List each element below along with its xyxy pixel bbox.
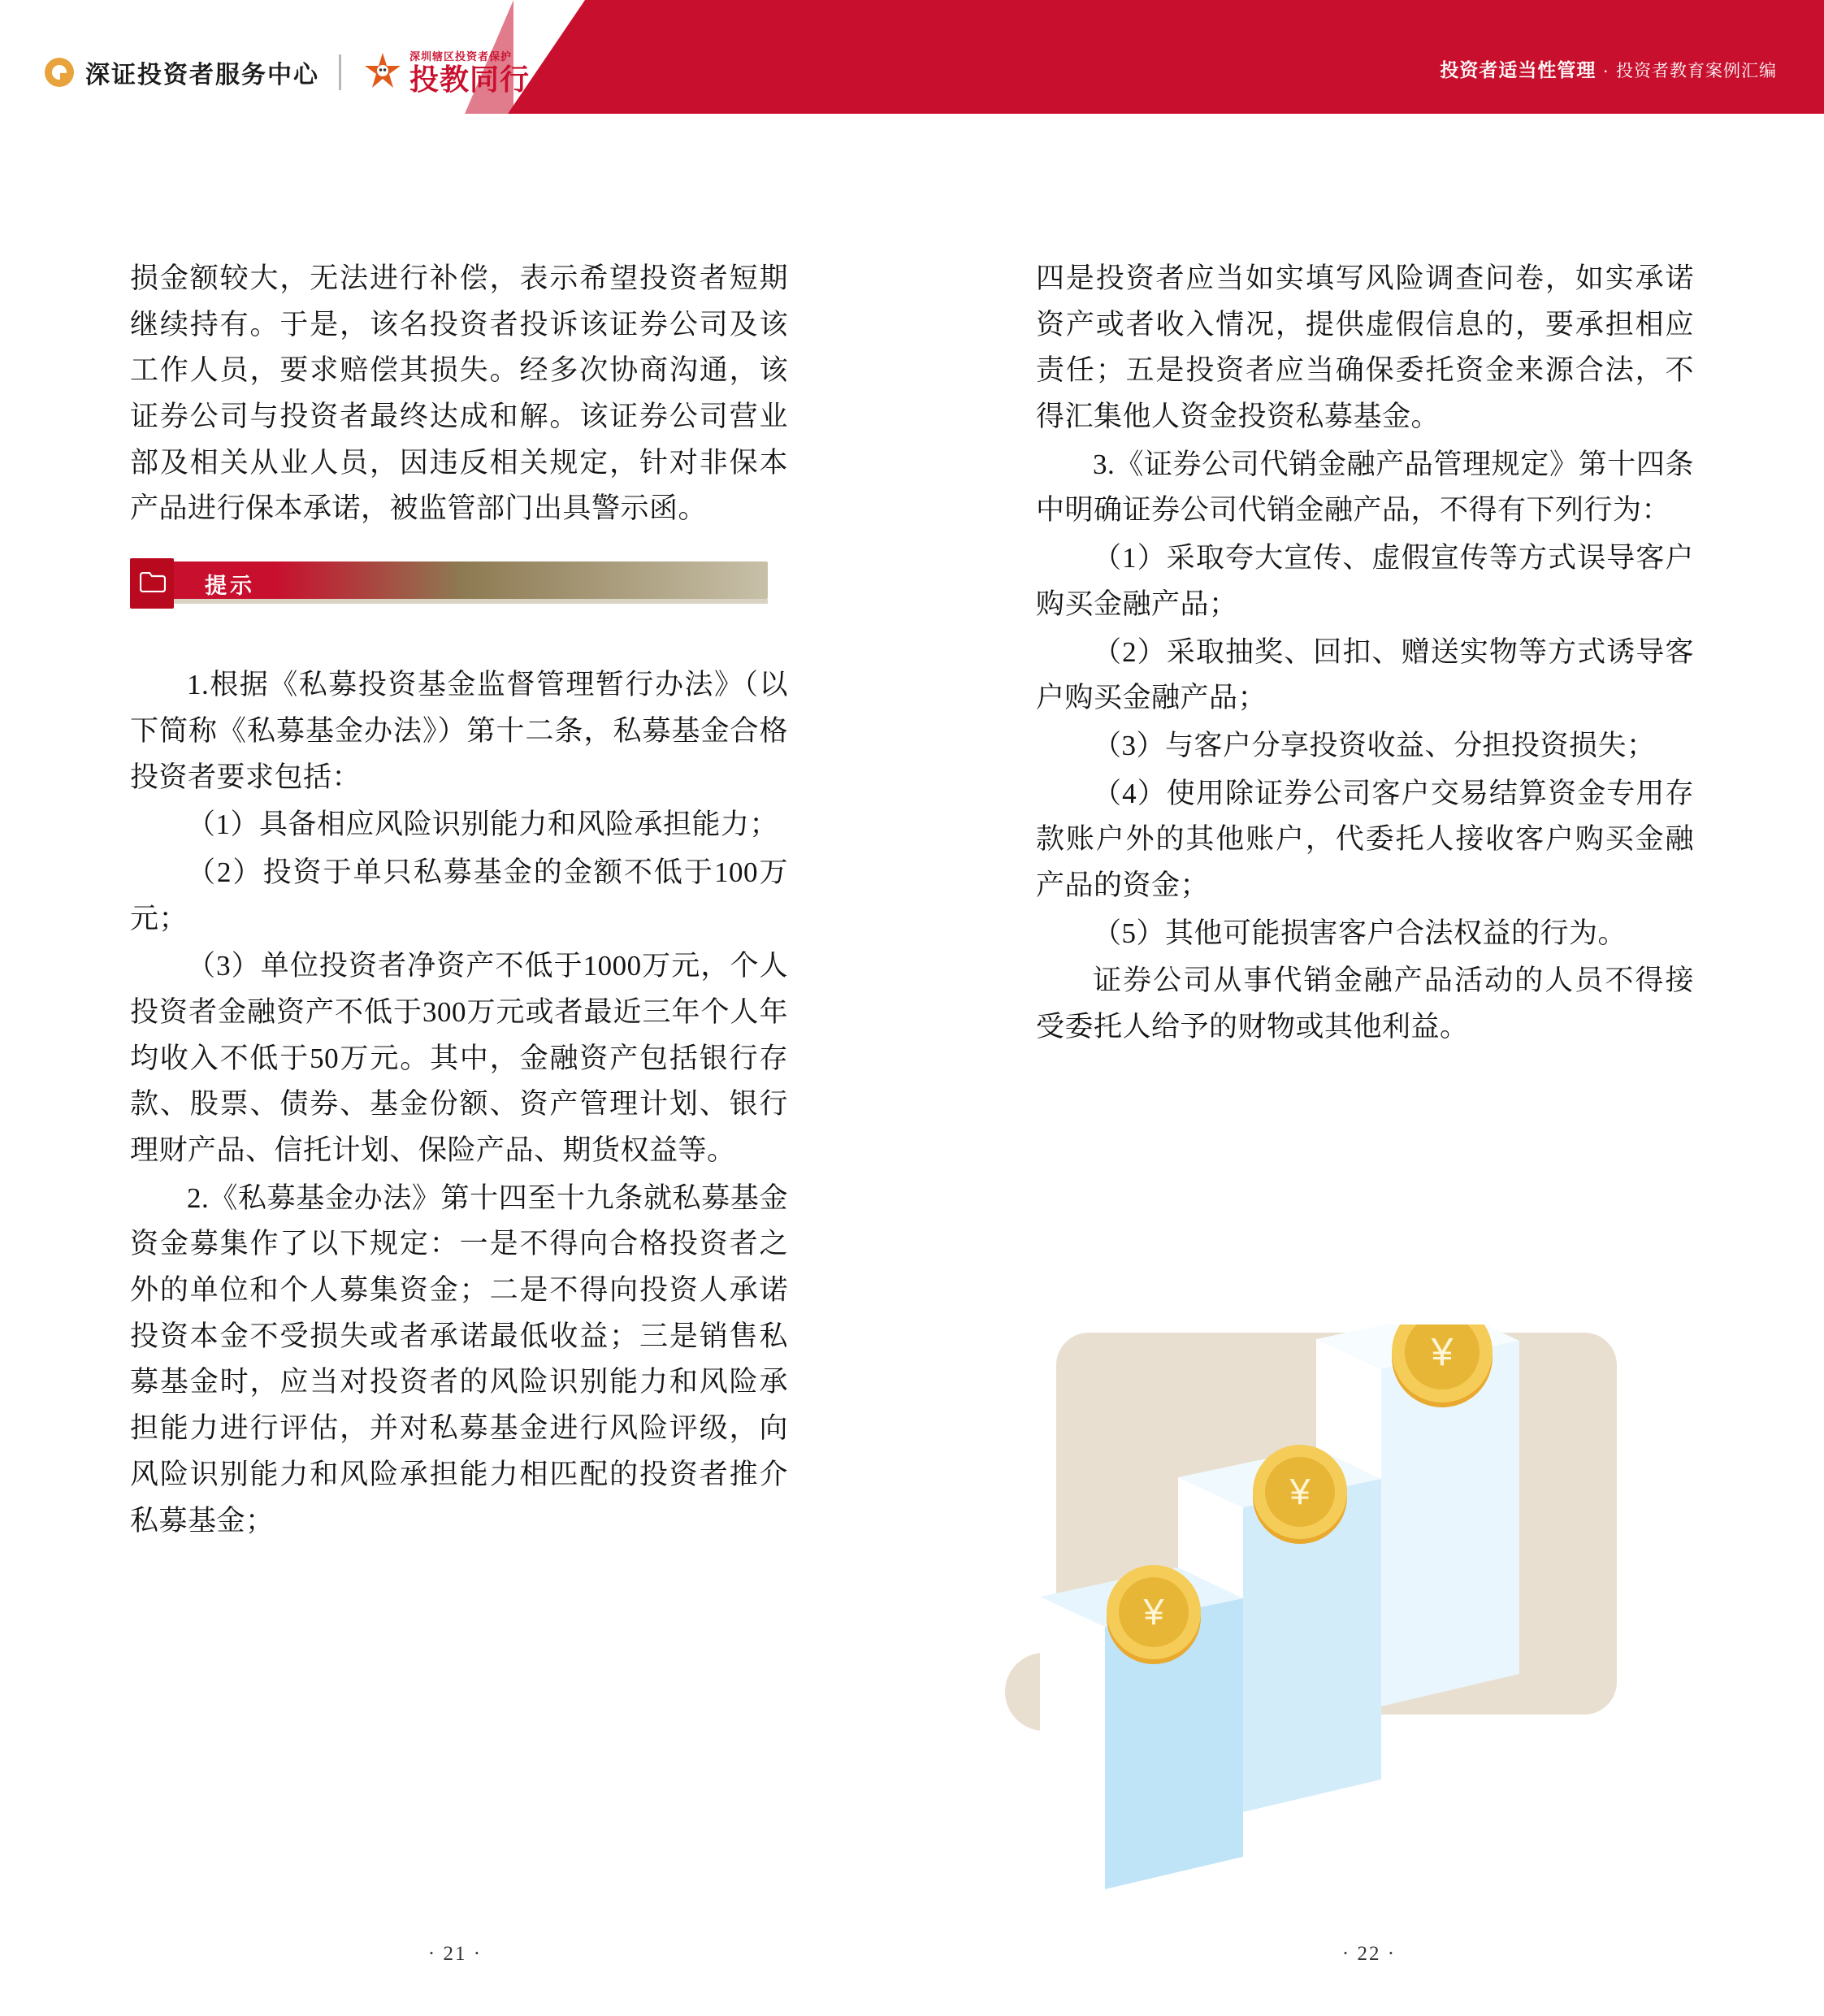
shenzhen-logo-icon bbox=[45, 58, 74, 87]
paragraph: （4）使用除证券公司客户交易结算资金专用存款账户外的其他账户，代委托人接收客户购买金融产品的资金； bbox=[1036, 777, 1694, 901]
svg-text:¥: ¥ bbox=[1431, 1331, 1454, 1374]
paragraph: （5）其他可能损害客户合法权益的行为。 bbox=[1093, 917, 1627, 949]
tip-banner bbox=[130, 561, 768, 604]
brand-block bbox=[361, 50, 530, 94]
tip-banner-label: 提示 bbox=[205, 574, 255, 599]
svg-text:¥: ¥ bbox=[1143, 1591, 1164, 1632]
page-number-left: · 21 · bbox=[427, 1943, 483, 1965]
paragraph: （3）单位投资者净资产不低于1000万元，个人投资者金融资产不低于300万元或者最近三年个人年均收入不低于50万元。其中，金融资产包括银行存款、股票、债券、基金份额、资产管理计划、银行理财产品、信托计划、保险产品、期货权益等。 bbox=[130, 950, 788, 1166]
right-column bbox=[1036, 256, 1694, 1052]
page-header bbox=[0, 0, 1824, 114]
paragraph: （3）与客户分享投资收益、分担投资损失； bbox=[1093, 729, 1656, 761]
page-number-right: · 22 · bbox=[1341, 1943, 1397, 1965]
brand-title: 投教同行 bbox=[409, 62, 531, 96]
coin-icon-middle bbox=[1253, 1445, 1347, 1544]
coin-icon-bottom bbox=[1107, 1565, 1201, 1664]
star-mascot-icon bbox=[361, 50, 405, 94]
growing-bars-illustration bbox=[999, 1324, 1641, 1910]
brand-subtitle: 深圳辖区投资者保护 bbox=[409, 50, 513, 63]
paragraph: 证券公司从事代销金融产品活动的人员不得接受委托人给予的财物或其他利益。 bbox=[1036, 965, 1694, 1043]
paragraph: 四是投资者应当如实填写风险调查问卷，如实承诺资产或者收入情况，提供虚假信息的，要承担相应责任；五是投资者应当确保委托资金来源合法，不得汇集他人资金投资私募基金。 bbox=[1036, 262, 1694, 433]
running-title-main: 投资者适当性管理 bbox=[1440, 59, 1597, 80]
organization-name: 深证投资者服务中心 bbox=[85, 62, 319, 89]
paragraph: 损金额较大，无法进行补偿，表示希望投资者短期继续持有。于是，该名投资者投诉该证券公司及该工作人员，要求赔偿其损失。经多次协商沟通，该证券公司与投资者最终达成和解。该证券公司营业部及相关从业人员，因违反相关规定，针对非保本产品进行保本承诺，被监管部门出具警示函。 bbox=[130, 262, 788, 525]
header-divider bbox=[339, 54, 341, 90]
paragraph: （2）采取抽奖、回扣、赠送实物等方式诱导客户购买金融产品； bbox=[1036, 635, 1694, 714]
paragraph: 3.《证券公司代销金融产品管理规定》第十四条中明确证券公司代销金融产品，不得有下列行为： bbox=[1036, 448, 1694, 527]
left-column bbox=[130, 256, 788, 1546]
paragraph: （2）投资于单只私募基金的金额不低于100万元； bbox=[130, 856, 788, 934]
header-branding bbox=[45, 50, 530, 94]
folder-icon bbox=[140, 572, 166, 592]
page-body bbox=[0, 114, 1824, 2016]
running-title-separator: · bbox=[1602, 59, 1610, 80]
running-title-sub: 投资者教育案例汇编 bbox=[1616, 62, 1777, 80]
header-running-title bbox=[1440, 55, 1777, 82]
paragraph: 1.根据《私募投资基金监督管理暂行办法》（以下简称《私募基金办法》）第十二条，私募基金合格投资者要求包括： bbox=[130, 669, 788, 793]
paragraph: （1）采取夸大宣传、虚假宣传等方式误导客户购买金融产品； bbox=[1036, 542, 1694, 620]
svg-text:¥: ¥ bbox=[1289, 1471, 1311, 1512]
paragraph: （1）具备相应风险识别能力和风险承担能力； bbox=[187, 809, 779, 841]
paragraph: 2.《私募基金办法》第十四至十九条就私募基金资金募集作了以下规定：一是不得向合格投资者之外的单位和个人募集资金；二是不得向投资人承诺投资本金不受损失或者承诺最低收益；三是销售私募基金时，应当对投资者的风险识别能力和风险承担能力进行评估，并对私募基金进行风险评级，向风险识别能力和风险承担能力相匹配的投资者推介私募基金； bbox=[130, 1181, 788, 1537]
